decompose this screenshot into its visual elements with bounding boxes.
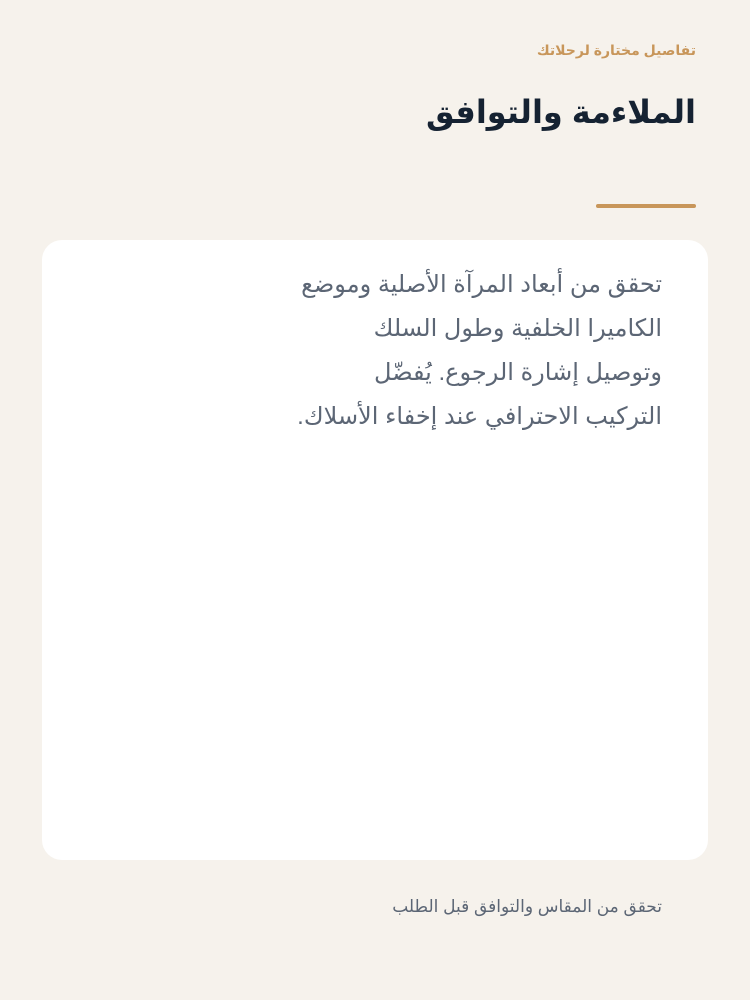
card-body-text: تحقق من أبعاد المرآة الأصلية وموضع الكاميرا الخلفية وطول السلك وتوصيل إشارة الرجوع. يُفضّل التركيب الاحترافي عند إخفاء الأسلاك. bbox=[297, 271, 662, 430]
page-title: الملاءمة والتوافق bbox=[426, 94, 696, 130]
eyebrow-label: تفاصيل مختارة لرحلاتك bbox=[536, 42, 696, 58]
accent-divider bbox=[596, 204, 696, 208]
content-card bbox=[42, 240, 708, 860]
footer-note: تحقق من المقاس والتوافق قبل الطلب bbox=[392, 897, 662, 916]
